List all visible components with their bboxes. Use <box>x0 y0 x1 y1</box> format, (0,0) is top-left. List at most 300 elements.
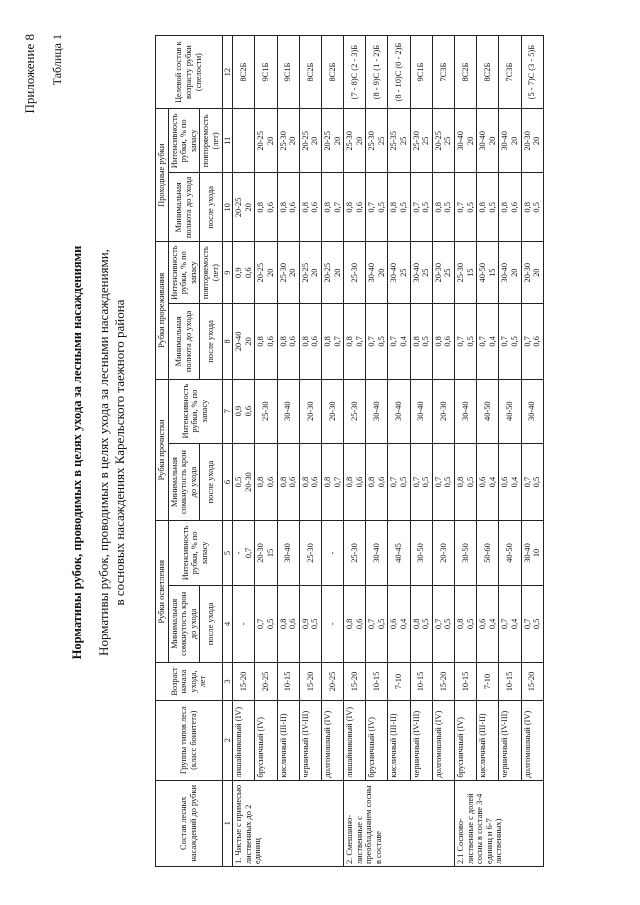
cell-value: 0,8 <box>367 476 377 488</box>
cell-value: 20-30 <box>438 543 448 563</box>
value-cell <box>299 173 321 242</box>
col-target: Целевой состав к возрасту рубки (спелости) <box>156 36 223 109</box>
cell-value: 0,4 <box>487 618 497 630</box>
value-cell <box>521 521 543 585</box>
value-cell <box>388 173 410 242</box>
cell-value: 0,6 <box>310 476 320 488</box>
col-number: 10 <box>222 173 233 242</box>
col-number: 9 <box>222 242 233 304</box>
value-cell <box>477 242 499 304</box>
value-cell <box>410 585 432 663</box>
cell-value: 0,8 <box>322 202 332 213</box>
start-age-cell: 10-15 <box>277 663 299 701</box>
cell-value: 20-30 <box>256 543 266 563</box>
value-cell <box>233 379 255 443</box>
forest-type-cell: кисличный (III-II) <box>388 700 410 780</box>
cell-value: 0,5 <box>510 336 519 347</box>
value-cell <box>499 379 521 443</box>
cell-value: 40-50 <box>505 543 515 563</box>
value-cell <box>321 521 343 585</box>
forest-type-cell: черничный (IV-III) <box>499 700 521 780</box>
subtitle-line: Нормативы рубок, проводимых в целях ухода за лесными насаждениями, <box>96 249 111 656</box>
target-cell: (8 - 9)С (1 - 2)Б <box>366 36 388 109</box>
col-clearing: Рубки осветления <box>156 521 169 663</box>
cell-value: 0,5 <box>376 202 386 213</box>
cell-value: 0,5 <box>532 202 542 213</box>
cell-value: 20-25 <box>256 262 266 283</box>
col-forest-type: Группы типов леса (класс бонитета) <box>156 700 223 780</box>
value-cell <box>432 585 454 663</box>
cell-value: 25-30 <box>278 131 288 151</box>
forest-type-cell: кисличный (III-II) <box>277 700 299 780</box>
col-intensity: Интенсивность рубки, % по запасу <box>168 109 200 173</box>
cell-value: 20-25 <box>256 131 266 151</box>
cell-value: 0,8 <box>322 336 332 347</box>
start-age-cell: 7-10 <box>477 663 499 701</box>
forest-type-cell: брусничный (IV) <box>455 700 477 780</box>
cell-value: 0,5 <box>376 336 386 347</box>
col-composition: Состав лесных насаждений до рубки <box>156 780 223 866</box>
table-row <box>432 36 454 867</box>
value-cell <box>477 109 499 173</box>
table-row <box>299 36 321 867</box>
value-cell <box>299 443 321 521</box>
value-cell <box>499 109 521 173</box>
value-cell <box>366 521 388 585</box>
cell-value: 20 <box>243 337 253 346</box>
cell-value: 25-30 <box>278 262 288 283</box>
value-cell <box>344 585 366 663</box>
cell-value: 0,7 <box>367 336 377 347</box>
cell-value: 15 <box>265 548 275 558</box>
cell-value: 0,5 <box>465 618 475 630</box>
cell-value: 0,8 <box>522 202 532 213</box>
start-age-cell: 15-20 <box>521 663 543 701</box>
cell-value: 0,8 <box>345 476 355 488</box>
value-cell <box>388 109 410 173</box>
target-cell: 9С1Б <box>277 36 299 109</box>
cell-value: 0,6 <box>478 618 488 630</box>
value-cell <box>321 109 343 173</box>
table-row <box>455 36 477 867</box>
col-min-density: Минимальная полнота до ухода <box>168 304 200 379</box>
cell-value: 0,6 <box>288 336 298 347</box>
col-number: 6 <box>222 443 233 521</box>
value-cell <box>477 521 499 585</box>
cell-value: 20-30 <box>522 262 532 283</box>
cell-value: 20-40 <box>234 331 244 352</box>
col-min-closure: Минимальная сомкнутость крон до ухода <box>168 585 200 663</box>
cell-value: 0,5 <box>399 202 409 213</box>
target-cell: 7С3Б <box>499 36 521 109</box>
cell-value: 0,8 <box>278 336 288 347</box>
cell-value: 0,8 <box>300 336 310 347</box>
cell-value: 15 <box>487 268 497 277</box>
value-cell <box>432 379 454 443</box>
value-cell <box>277 109 299 173</box>
value-cell <box>277 585 299 663</box>
value-cell <box>299 521 321 585</box>
cell-value: 0,6 <box>376 476 386 488</box>
value-cell <box>410 521 432 585</box>
cell-value: 0,7 <box>456 202 466 213</box>
col-start-age: Возраст начала ухода, лет <box>156 663 223 701</box>
target-cell: (7 - 8)С (2 - 3)Б <box>344 36 366 109</box>
target-cell: 8С2Б <box>477 36 499 109</box>
cell-value: 0,8 <box>345 336 355 347</box>
cell-value: 0,8 <box>322 476 332 488</box>
cell-value: 0,5 <box>310 618 320 630</box>
cell-value: 30-40 <box>416 401 426 421</box>
value-cell <box>455 242 477 304</box>
forest-type-cell: брусничный (IV) <box>255 700 277 780</box>
value-cell <box>255 109 277 173</box>
cell-value: 0,7 <box>500 336 510 347</box>
target-cell: 9С1Б <box>255 36 277 109</box>
start-age-cell: 10-15 <box>410 663 432 701</box>
cell-value: 20-30 <box>243 472 253 492</box>
cell-value: 25 <box>399 136 409 146</box>
col-after-care: после ухода <box>200 173 222 242</box>
cell-value: 0,5 <box>465 336 475 347</box>
value-cell <box>255 242 277 304</box>
cell-value: 0,8 <box>300 476 310 488</box>
cell-value: 25-30 <box>456 262 466 283</box>
cell-value: 0,8 <box>345 618 355 630</box>
cell-value: 0,7 <box>367 618 377 630</box>
value-cell <box>499 443 521 521</box>
value-cell <box>321 443 343 521</box>
cell-value: 0,6 <box>354 618 364 630</box>
cell-value: 25-30 <box>305 543 315 563</box>
cell-value: 30-40 <box>500 131 510 151</box>
value-cell <box>255 379 277 443</box>
cell-value: - <box>327 622 337 626</box>
value-cell <box>233 304 255 379</box>
subtitle-line: в сосновых насаждениях Карельского таежного района <box>112 299 127 606</box>
table-row <box>233 36 255 867</box>
cell-value: - <box>234 551 244 555</box>
table-body <box>233 36 544 867</box>
value-cell <box>344 109 366 173</box>
cell-value: 25-30 <box>349 262 359 283</box>
cell-value: 0,5 <box>443 476 453 488</box>
cell-value: 0,5 <box>443 618 453 630</box>
cell-value: 30-40 <box>372 543 382 563</box>
value-cell <box>366 109 388 173</box>
cell-value: 20-25 <box>234 197 244 218</box>
col-intensity: Интенсивность рубки, % по запасу <box>168 242 200 304</box>
cell-value: 30-40 <box>367 262 377 283</box>
value-cell <box>388 242 410 304</box>
cell-value: 0,4 <box>487 336 497 347</box>
value-cell <box>321 304 343 379</box>
cell-value: 25-30 <box>367 131 377 151</box>
value-cell <box>477 379 499 443</box>
cell-value: 20 <box>354 136 364 146</box>
value-cell <box>388 521 410 585</box>
cell-value: 0,8 <box>278 476 288 488</box>
value-cell <box>366 585 388 663</box>
cell-value: 0,8 <box>456 618 466 630</box>
cell-value: 25-30 <box>411 131 421 151</box>
value-cell <box>477 173 499 242</box>
cell-value: 20-25 <box>322 131 332 151</box>
value-cell <box>432 304 454 379</box>
value-cell <box>432 173 454 242</box>
cell-value: 0,7 <box>500 618 510 630</box>
cell-value: 0,7 <box>389 336 399 347</box>
value-cell <box>299 242 321 304</box>
value-cell <box>521 585 543 663</box>
cell-value: 30-40 <box>527 401 537 421</box>
cell-value: 0,4 <box>510 476 519 488</box>
value-cell <box>233 585 255 663</box>
value-cell <box>233 443 255 521</box>
cell-value: 20 <box>465 136 475 146</box>
cell-value: 20-30 <box>438 401 448 421</box>
cell-value: 0,7 <box>433 618 443 630</box>
value-cell <box>499 304 521 379</box>
cell-value: 20 <box>376 268 386 277</box>
value-cell <box>277 242 299 304</box>
value-cell <box>388 304 410 379</box>
value-cell <box>277 443 299 521</box>
value-cell <box>277 521 299 585</box>
value-cell <box>477 443 499 521</box>
cell-value: 0,7 <box>456 336 466 347</box>
col-number: 5 <box>222 521 233 585</box>
value-cell <box>366 173 388 242</box>
cell-value: 0,8 <box>411 618 421 630</box>
start-age-cell: 15-20 <box>432 663 454 701</box>
forest-type-cell: долгомошный (IV) <box>432 700 454 780</box>
cell-value: 0,8 <box>433 202 443 213</box>
table-row <box>277 36 299 867</box>
value-cell <box>233 242 255 304</box>
cell-value: 0,4 <box>487 476 497 488</box>
target-cell: (8 - 10)С (0 - 2)Б <box>388 36 410 109</box>
value-cell <box>521 304 543 379</box>
forest-type-cell: лишайниковый (IV) <box>344 700 366 780</box>
value-cell <box>432 443 454 521</box>
cell-value: 20 <box>265 136 275 146</box>
value-cell <box>455 379 477 443</box>
value-cell <box>410 443 432 521</box>
composition-cell: 1. Чистые с примесью лиственных до 2 единиц <box>233 780 344 866</box>
value-cell <box>410 379 432 443</box>
forest-type-cell: долгомошный (IV) <box>521 700 543 780</box>
cell-value: 20 <box>332 268 342 277</box>
col-number: 1 <box>222 780 233 866</box>
cell-value: 0,7 <box>522 476 532 488</box>
cell-value: 0,6 <box>478 476 488 488</box>
target-cell: 8С2Б <box>233 36 255 109</box>
cell-value: 0,8 <box>300 202 310 213</box>
cell-value: 20 <box>265 268 275 277</box>
cell-value: 25-35 <box>389 131 399 151</box>
cell-value: 25 <box>443 268 453 277</box>
cell-value: 0,6 <box>243 405 253 417</box>
value-cell <box>321 173 343 242</box>
value-cell <box>455 173 477 242</box>
value-cell <box>255 443 277 521</box>
cell-value: 20 <box>510 268 519 277</box>
value-cell <box>521 443 543 521</box>
cell-value: 20-30 <box>327 401 337 421</box>
composition-cell: 2.1 Сосново-лиственные с долей сосны в составе 3-4 единиц и 6-7 лиственных) <box>455 780 544 866</box>
cell-value: 20-30 <box>522 131 532 151</box>
value-cell <box>321 585 343 663</box>
cell-value: 0,7 <box>332 202 342 213</box>
cell-value: 30-40 <box>478 131 488 151</box>
cell-value: 20 <box>310 268 320 277</box>
cell-value: 25-30 <box>349 401 359 421</box>
value-cell <box>499 173 521 242</box>
cell-value: 0,6 <box>265 476 275 488</box>
value-cell <box>366 379 388 443</box>
cell-value: 0,7 <box>332 336 342 347</box>
target-cell: (5 - 7)С (3 - 5)Б <box>521 36 543 109</box>
cell-value: 30-50 <box>416 543 426 563</box>
cell-value: 20 <box>510 136 519 146</box>
value-cell <box>344 379 366 443</box>
value-cell <box>321 379 343 443</box>
cell-value: 0,7 <box>433 476 443 488</box>
cell-value: 20-25 <box>300 131 310 151</box>
cell-value: 20 <box>332 136 342 146</box>
cell-value: 40-45 <box>394 543 404 563</box>
cell-value: 25 <box>376 136 386 146</box>
value-cell <box>432 242 454 304</box>
table-number: Таблица 1 <box>50 34 64 86</box>
cell-value: 0,6 <box>500 476 510 488</box>
col-after-care: после ухода <box>200 304 222 379</box>
target-cell: 8С2Б <box>299 36 321 109</box>
cell-value: 20-25 <box>300 262 310 283</box>
target-cell: 7С3Б <box>432 36 454 109</box>
forest-type-cell: долгомошный (IV) <box>321 700 343 780</box>
col-number: 11 <box>222 109 233 173</box>
col-number: 4 <box>222 585 233 663</box>
value-cell <box>432 521 454 585</box>
value-cell <box>499 242 521 304</box>
value-cell <box>388 443 410 521</box>
value-cell <box>299 585 321 663</box>
cell-value: 0,5 <box>421 618 431 630</box>
value-cell <box>410 109 432 173</box>
start-age-cell: 15-20 <box>299 663 321 701</box>
cell-value: 0,7 <box>411 202 421 213</box>
value-cell <box>299 109 321 173</box>
forest-type-cell: брусничный (IV) <box>366 700 388 780</box>
cell-value: 0,8 <box>278 202 288 213</box>
cell-value: 0,7 <box>256 618 266 630</box>
cell-value: 0,7 <box>389 476 399 488</box>
cell-value: 20 <box>288 268 298 277</box>
cell-value: 30-40 <box>411 262 421 283</box>
start-age-cell: 15-20 <box>344 663 366 701</box>
cell-value: 40-50 <box>483 401 493 421</box>
value-cell <box>277 173 299 242</box>
value-cell <box>233 173 255 242</box>
forest-type-cell: черничный (IV-III) <box>410 700 432 780</box>
col-passing: Проходные рубки <box>156 109 169 242</box>
col-after-care: после ухода <box>200 443 222 521</box>
target-cell: 9С1Б <box>410 36 432 109</box>
cell-value: 20 <box>288 136 298 146</box>
cell-value: 0,8 <box>433 336 443 347</box>
value-cell <box>455 585 477 663</box>
cell-value: 0,5 <box>443 202 453 213</box>
table-row <box>410 36 432 867</box>
value-cell <box>366 443 388 521</box>
table-row <box>321 36 343 867</box>
cell-value: 0,6 <box>354 202 364 213</box>
cell-value: 0,6 <box>310 202 320 213</box>
value-cell <box>477 304 499 379</box>
cell-value: 0,9 <box>234 267 244 278</box>
cell-value: 20 <box>532 268 542 277</box>
cell-value: 0,6 <box>288 202 298 213</box>
cell-value: 0,4 <box>399 336 409 347</box>
cell-value: 0,6 <box>510 202 519 213</box>
cell-value: 0,8 <box>278 618 288 630</box>
cell-value: 0,4 <box>510 618 519 630</box>
cell-value: 30-40 <box>394 401 404 421</box>
cell-value: 50-60 <box>483 543 493 563</box>
col-number: 3 <box>222 663 233 701</box>
start-age-cell: 20-25 <box>255 663 277 701</box>
table-row <box>344 36 366 867</box>
cell-value: 30-40 <box>283 543 293 563</box>
value-cell <box>388 379 410 443</box>
forest-type-cell: черничный (IV-III) <box>299 700 321 780</box>
start-age-cell: 10-15 <box>499 663 521 701</box>
value-cell <box>521 173 543 242</box>
col-number: 8 <box>222 304 233 379</box>
cell-value: 0,5 <box>265 618 275 630</box>
value-cell <box>455 443 477 521</box>
norms-table <box>155 35 544 867</box>
col-repeat: повторяемость (лет) <box>200 242 222 304</box>
cell-value: 0,6 <box>288 618 298 630</box>
cell-value: 0,5 <box>487 202 497 213</box>
cell-value: 0,5 <box>532 476 542 488</box>
value-cell <box>410 304 432 379</box>
col-intensity: Интенсивность рубки, % по запасу <box>168 521 222 585</box>
cell-value: 0,4 <box>399 618 409 630</box>
cell-value: 0,5 <box>465 476 475 488</box>
table-row <box>388 36 410 867</box>
value-cell <box>455 521 477 585</box>
document-title: Нормативы рубок, проводимых в целях ухода за лесными насаждениями <box>70 245 84 660</box>
value-cell <box>255 304 277 379</box>
cell-value: 0,7 <box>332 476 342 488</box>
cell-value: 25 <box>443 136 453 146</box>
cell-value: 0,8 <box>456 476 466 488</box>
col-repeat: повторяемость (лет) <box>200 109 222 173</box>
value-cell <box>344 173 366 242</box>
value-cell <box>366 242 388 304</box>
start-age-cell: 15-20 <box>233 663 255 701</box>
appendix-label: Приложение 8 <box>22 34 37 114</box>
cell-value: 0,7 <box>522 336 532 347</box>
table-row <box>477 36 499 867</box>
cell-value: 20 <box>532 136 542 146</box>
value-cell <box>255 585 277 663</box>
cell-value: 0,7 <box>478 336 488 347</box>
